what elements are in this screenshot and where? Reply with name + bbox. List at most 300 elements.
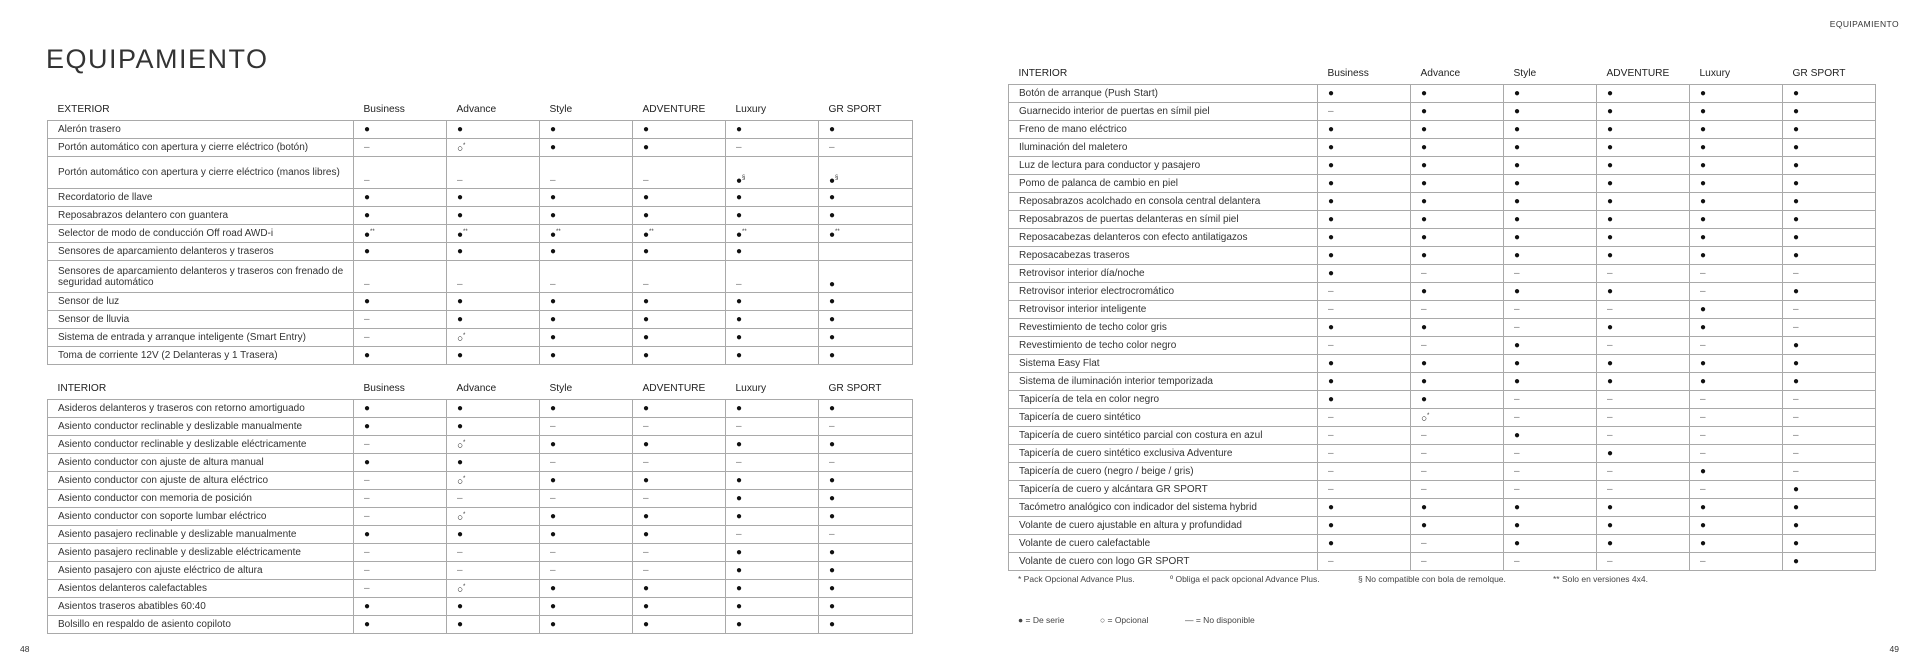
not-available-dash: –: [364, 565, 370, 576]
standard-dot-icon: ●: [550, 246, 557, 257]
not-available-dash: –: [364, 314, 370, 325]
availability-cell: [540, 121, 633, 139]
availability-cell: [354, 139, 447, 157]
standard-dot-icon: ●: [1700, 538, 1707, 549]
section-heading: INTERIOR: [57, 383, 107, 394]
availability-cell: [819, 400, 913, 418]
not-available-dash: –: [1700, 394, 1706, 405]
column-header: Style: [1513, 68, 1537, 79]
availability-cell: [1504, 337, 1597, 355]
availability-cell: [1504, 463, 1597, 481]
availability-cell: [819, 311, 913, 329]
availability-cell: [1690, 193, 1783, 211]
feature-label: Tacómetro analógico con indicador del sistema hybrid: [1009, 499, 1318, 517]
standard-dot-icon: ●: [736, 583, 743, 594]
availability-cell: [1411, 247, 1504, 265]
feature-label: Asiento conductor con memoria de posición: [48, 490, 354, 508]
availability-cell: [1783, 211, 1876, 229]
not-available-dash: –: [1514, 448, 1520, 459]
feature-label: Bolsillo en respaldo de asiento copiloto: [48, 616, 354, 634]
availability-cell: [1783, 103, 1876, 121]
column-header: Advance: [456, 104, 497, 115]
table-row: [48, 544, 913, 562]
standard-dot-icon: ●: [1607, 250, 1614, 261]
table-row: [48, 508, 913, 526]
standard-dot-icon: ●: [364, 403, 371, 414]
availability-cell: [633, 544, 726, 562]
table-row: [1009, 211, 1876, 229]
feature-label: Tapicería de cuero sintético parcial con costura en azul: [1009, 427, 1318, 445]
standard-dot-icon: ●: [1328, 538, 1335, 549]
availability-cell: [354, 616, 447, 634]
not-available-dash: –: [1607, 412, 1613, 423]
availability-cell: [1411, 319, 1504, 337]
availability-cell: [819, 157, 913, 189]
standard-dot-icon: ●: [1421, 376, 1428, 387]
availability-cell: [1411, 409, 1504, 427]
not-available-dash: –: [1328, 484, 1334, 495]
not-available-dash: –: [1514, 466, 1520, 477]
availability-cell: [1690, 85, 1783, 103]
availability-cell: [540, 329, 633, 347]
table-row: [48, 580, 913, 598]
availability-cell: [1411, 157, 1504, 175]
availability-cell: [354, 436, 447, 454]
standard-dot-icon: ●: [1328, 502, 1335, 513]
not-available-dash: –: [829, 457, 835, 468]
feature-label: Toma de corriente 12V (2 Delanteras y 1 Trasera): [48, 347, 354, 365]
footnote-mark: *: [1427, 412, 1430, 419]
not-available-dash: –: [1514, 484, 1520, 495]
availability-cell: [540, 225, 633, 243]
feature-label: Retrovisor interior electrocromático: [1009, 283, 1318, 301]
footnote-mark: **: [463, 228, 468, 235]
standard-dot-icon: ●: [1793, 142, 1800, 153]
availability-cell: [447, 580, 540, 598]
footnote-mark: *: [463, 475, 466, 482]
not-available-dash: –: [1607, 430, 1613, 441]
availability-cell: [1411, 229, 1504, 247]
standard-dot-icon: ●: [736, 511, 743, 522]
not-available-dash: –: [1607, 394, 1613, 405]
optional-circle-icon: ○: [457, 476, 464, 488]
optional-circle-icon: ○: [457, 512, 464, 524]
standard-dot-icon: ●: [364, 296, 371, 307]
standard-dot-icon: ●: [1793, 340, 1800, 351]
table-row: [48, 139, 913, 157]
availability-cell: [1597, 409, 1690, 427]
standard-dot-icon: ●: [829, 601, 836, 612]
availability-cell: [633, 580, 726, 598]
availability-cell: [633, 243, 726, 261]
standard-dot-icon: ●: [1607, 160, 1614, 171]
standard-dot-icon: ●: [457, 229, 464, 241]
availability-cell: [1690, 517, 1783, 535]
optional-circle-icon: ○: [1421, 413, 1428, 425]
standard-dot-icon: ●: [736, 565, 743, 576]
not-available-dash: –: [643, 421, 649, 432]
not-available-dash: –: [829, 529, 835, 540]
availability-cell: [1597, 535, 1690, 553]
table-row: [48, 418, 913, 436]
availability-cell: [1597, 265, 1690, 283]
availability-cell: [1318, 175, 1411, 193]
not-available-dash: –: [1607, 556, 1613, 567]
footnote-mark: **: [556, 228, 561, 235]
availability-cell: [1783, 499, 1876, 517]
availability-cell: [1783, 121, 1876, 139]
availability-cell: [1597, 355, 1690, 373]
not-available-dash: –: [1328, 340, 1334, 351]
column-header: Luxury: [735, 104, 767, 115]
table-row: [1009, 193, 1876, 211]
not-available-dash: –: [1700, 484, 1706, 495]
standard-dot-icon: ●: [550, 511, 557, 522]
column-header: Style: [549, 104, 573, 115]
standard-dot-icon: ●: [1607, 502, 1614, 513]
standard-dot-icon: ●: [1607, 124, 1614, 135]
not-available-dash: –: [1514, 394, 1520, 405]
standard-dot-icon: ●: [1514, 142, 1521, 153]
standard-dot-icon: ●: [736, 229, 743, 241]
availability-cell: [447, 347, 540, 365]
availability-cell: [1783, 445, 1876, 463]
availability-cell: [354, 400, 447, 418]
availability-cell: [447, 189, 540, 207]
availability-cell: [1783, 481, 1876, 499]
availability-cell: [1597, 193, 1690, 211]
not-available-dash: –: [1514, 412, 1520, 423]
availability-cell: [726, 157, 819, 189]
standard-dot-icon: ●: [1514, 340, 1521, 351]
standard-dot-icon: ●: [1421, 106, 1428, 117]
availability-cell: [1783, 337, 1876, 355]
availability-cell: [1318, 121, 1411, 139]
availability-cell: [1597, 157, 1690, 175]
section-heading: EXTERIOR: [57, 104, 110, 115]
availability-cell: [1783, 319, 1876, 337]
not-available-dash: –: [736, 457, 742, 468]
availability-cell: [1783, 535, 1876, 553]
standard-dot-icon: ●: [829, 619, 836, 630]
feature-label: Pomo de palanca de cambio en piel: [1009, 175, 1318, 193]
availability-cell: [354, 207, 447, 225]
not-available-dash: –: [1328, 466, 1334, 477]
not-available-dash: –: [1793, 304, 1799, 315]
standard-dot-icon: ●: [1607, 286, 1614, 297]
standard-dot-icon: ●: [1328, 214, 1335, 225]
standard-dot-icon: ●: [1514, 178, 1521, 189]
availability-cell: [1318, 265, 1411, 283]
availability-cell: [540, 139, 633, 157]
standard-dot-icon: ●: [1328, 196, 1335, 207]
availability-cell: [447, 562, 540, 580]
standard-dot-icon: ●: [364, 246, 371, 257]
availability-cell: [1318, 499, 1411, 517]
not-available-dash: –: [457, 565, 463, 576]
availability-cell: [1411, 301, 1504, 319]
table-header-row: [48, 370, 913, 400]
availability-cell: [540, 293, 633, 311]
availability-cell: [354, 225, 447, 243]
legend-standard: ● = De serie: [1018, 615, 1065, 625]
availability-cell: [540, 400, 633, 418]
availability-cell: [633, 454, 726, 472]
not-available-dash: –: [1700, 340, 1706, 351]
feature-label: Portón automático con apertura y cierre eléctrico (botón): [48, 139, 354, 157]
feature-label: Iluminación del maletero: [1009, 139, 1318, 157]
availability-cell: [633, 347, 726, 365]
availability-cell: [633, 261, 726, 293]
column-header: ADVENTURE: [1606, 68, 1670, 79]
availability-cell: [1597, 247, 1690, 265]
standard-dot-icon: ●: [736, 296, 743, 307]
standard-dot-icon: ●: [550, 403, 557, 414]
availability-cell: [354, 454, 447, 472]
standard-dot-icon: ●: [736, 619, 743, 630]
availability-cell: [540, 436, 633, 454]
availability-cell: [540, 562, 633, 580]
availability-cell: [726, 121, 819, 139]
availability-cell: [540, 311, 633, 329]
table-row: [1009, 463, 1876, 481]
standard-dot-icon: ●: [1421, 286, 1428, 297]
standard-dot-icon: ●: [1328, 142, 1335, 153]
availability-cell: [1783, 247, 1876, 265]
standard-dot-icon: ●: [829, 332, 836, 343]
availability-cell: [447, 490, 540, 508]
not-available-dash: –: [1421, 556, 1427, 567]
not-available-dash: –: [1793, 448, 1799, 459]
table-row: [1009, 427, 1876, 445]
standard-dot-icon: ●: [643, 350, 650, 361]
availability-cell: [1690, 139, 1783, 157]
feature-label: Tapicería de cuero sintético: [1009, 409, 1318, 427]
availability-cell: [354, 293, 447, 311]
standard-dot-icon: ●: [550, 619, 557, 630]
availability-cell: [1783, 301, 1876, 319]
availability-cell: [1690, 553, 1783, 571]
legend-optional: ○ = Opcional: [1100, 615, 1149, 625]
not-available-dash: –: [1421, 538, 1427, 549]
availability-cell: [1318, 139, 1411, 157]
not-available-dash: –: [1328, 448, 1334, 459]
availability-cell: [633, 562, 726, 580]
standard-dot-icon: ●: [829, 229, 836, 241]
standard-dot-icon: ●: [364, 210, 371, 221]
availability-cell: [726, 207, 819, 225]
not-available-dash: –: [643, 279, 649, 290]
availability-cell: [1318, 301, 1411, 319]
not-available-dash: –: [457, 279, 463, 290]
not-available-dash: –: [1328, 556, 1334, 567]
table-row: [48, 400, 913, 418]
column-header: GR SPORT: [1792, 68, 1846, 79]
standard-dot-icon: ●: [457, 210, 464, 221]
column-header: Business: [1327, 68, 1369, 79]
feature-label: Sensores de aparcamiento delanteros y traseros con frenado de seguridad automático: [48, 261, 354, 293]
feature-label: Asiento pasajero reclinable y deslizable manualmente: [48, 526, 354, 544]
standard-dot-icon: ●: [1607, 106, 1614, 117]
standard-dot-icon: ●: [736, 314, 743, 325]
availability-cell: [1597, 211, 1690, 229]
footnote-mark: *: [463, 583, 466, 590]
standard-dot-icon: ●: [829, 439, 836, 450]
standard-dot-icon: ●: [1607, 520, 1614, 531]
standard-dot-icon: ●: [1421, 322, 1428, 333]
availability-cell: [1690, 175, 1783, 193]
availability-cell: [1318, 355, 1411, 373]
standard-dot-icon: ●: [1328, 358, 1335, 369]
availability-cell: [540, 189, 633, 207]
availability-cell: [447, 418, 540, 436]
standard-dot-icon: ●: [829, 583, 836, 594]
not-available-dash: –: [364, 493, 370, 504]
availability-cell: [633, 293, 726, 311]
not-available-dash: –: [1328, 106, 1334, 117]
standard-dot-icon: ●: [1328, 322, 1335, 333]
standard-dot-icon: ●: [1607, 196, 1614, 207]
column-header: GR SPORT: [828, 104, 882, 115]
availability-cell: [1504, 301, 1597, 319]
standard-dot-icon: ●: [1700, 88, 1707, 99]
not-available-dash: –: [457, 493, 463, 504]
availability-cell: [1411, 283, 1504, 301]
standard-dot-icon: ●: [829, 175, 836, 186]
availability-cell: [726, 472, 819, 490]
availability-cell: [1318, 85, 1411, 103]
not-available-dash: –: [1514, 322, 1520, 333]
availability-cell: [1690, 391, 1783, 409]
not-available-dash: –: [550, 175, 556, 186]
availability-cell: [1504, 139, 1597, 157]
column-header: Business: [363, 104, 405, 115]
availability-cell: [1690, 211, 1783, 229]
availability-cell: [1504, 517, 1597, 535]
standard-dot-icon: ●: [1607, 322, 1614, 333]
standard-dot-icon: ●: [1328, 394, 1335, 405]
standard-dot-icon: ●: [643, 601, 650, 612]
standard-dot-icon: ●: [1607, 232, 1614, 243]
not-available-dash: –: [1421, 430, 1427, 441]
footnote-mark: **: [370, 228, 375, 235]
standard-dot-icon: ●: [364, 529, 371, 540]
feature-label: Asiento pasajero reclinable y deslizable eléctricamente: [48, 544, 354, 562]
availability-cell: [1690, 283, 1783, 301]
availability-cell: [447, 508, 540, 526]
availability-cell: [540, 580, 633, 598]
availability-cell: [1504, 193, 1597, 211]
availability-cell: [447, 436, 540, 454]
feature-table: [47, 91, 913, 365]
availability-cell: [819, 490, 913, 508]
standard-dot-icon: ●: [643, 314, 650, 325]
availability-cell: [354, 580, 447, 598]
standard-dot-icon: ●: [1421, 394, 1428, 405]
standard-dot-icon: ●: [457, 350, 464, 361]
standard-dot-icon: ●: [1700, 376, 1707, 387]
not-available-dash: –: [829, 142, 835, 153]
availability-cell: [1504, 427, 1597, 445]
standard-dot-icon: ●: [1514, 376, 1521, 387]
table-row: [48, 526, 913, 544]
availability-cell: [447, 207, 540, 225]
standard-dot-icon: ●: [643, 124, 650, 135]
standard-dot-icon: ●: [1514, 538, 1521, 549]
standard-dot-icon: ●: [1793, 160, 1800, 171]
not-available-dash: –: [1328, 304, 1334, 315]
availability-cell: [354, 544, 447, 562]
availability-cell: [819, 562, 913, 580]
feature-label: Reposabrazos de puertas delanteras en símil piel: [1009, 211, 1318, 229]
standard-dot-icon: ●: [829, 296, 836, 307]
standard-dot-icon: ●: [1514, 430, 1521, 441]
feature-label: Freno de mano eléctrico: [1009, 121, 1318, 139]
availability-cell: [726, 225, 819, 243]
availability-cell: [819, 472, 913, 490]
availability-cell: [1504, 355, 1597, 373]
footnote-mark: *: [463, 142, 466, 149]
column-header: ADVENTURE: [642, 104, 706, 115]
table-row: [1009, 535, 1876, 553]
standard-dot-icon: ●: [736, 547, 743, 558]
not-available-dash: –: [1607, 268, 1613, 279]
standard-dot-icon: ●: [457, 246, 464, 257]
table-row: [1009, 553, 1876, 571]
availability-cell: [1597, 319, 1690, 337]
standard-dot-icon: ●: [643, 332, 650, 343]
availability-cell: [447, 121, 540, 139]
not-available-dash: –: [550, 421, 556, 432]
exterior-table: [47, 91, 913, 365]
availability-cell: [1597, 121, 1690, 139]
standard-dot-icon: ●: [1421, 250, 1428, 261]
availability-cell: [1783, 283, 1876, 301]
running-header: EQUIPAMIENTO: [1829, 19, 1899, 29]
standard-dot-icon: ●: [1700, 232, 1707, 243]
availability-cell: [633, 311, 726, 329]
standard-dot-icon: ●: [829, 547, 836, 558]
availability-cell: [1504, 85, 1597, 103]
feature-table: [47, 370, 913, 634]
footnote-mark: §: [742, 174, 746, 181]
availability-cell: [1411, 85, 1504, 103]
standard-dot-icon: ●: [1793, 196, 1800, 207]
availability-cell: [1783, 175, 1876, 193]
standard-dot-icon: ●: [829, 493, 836, 504]
standard-dot-icon: ●: [1421, 178, 1428, 189]
standard-dot-icon: ●: [829, 279, 836, 290]
not-available-dash: –: [736, 421, 742, 432]
standard-dot-icon: ●: [1700, 160, 1707, 171]
feature-label: Botón de arranque (Push Start): [1009, 85, 1318, 103]
standard-dot-icon: ●: [829, 350, 836, 361]
standard-dot-icon: ●: [643, 583, 650, 594]
availability-cell: [819, 139, 913, 157]
column-header: Business: [363, 383, 405, 394]
table-row: [1009, 103, 1876, 121]
availability-cell: [1504, 211, 1597, 229]
feature-label: Asientos traseros abatibles 60:40: [48, 598, 354, 616]
standard-dot-icon: ●: [643, 475, 650, 486]
availability-cell: [354, 490, 447, 508]
availability-cell: [1318, 373, 1411, 391]
feature-label: Selector de modo de conducción Off road AWD-i: [48, 225, 354, 243]
standard-dot-icon: ●: [1793, 502, 1800, 513]
availability-cell: [1504, 175, 1597, 193]
table-row: [1009, 337, 1876, 355]
page-number-right: 49: [1889, 644, 1899, 654]
